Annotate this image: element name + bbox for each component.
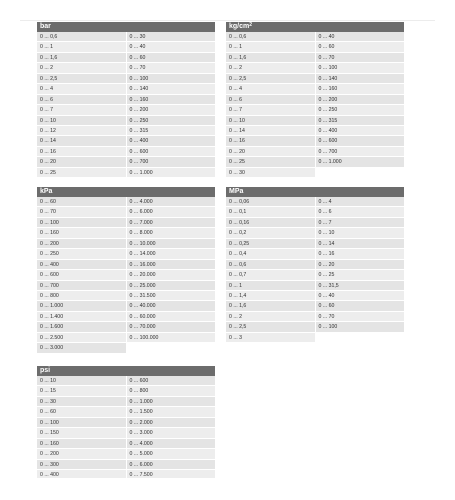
table-title: MPa <box>229 188 244 195</box>
table-cell: 0 ... 140 <box>315 74 405 84</box>
table-row <box>37 260 215 270</box>
table-cell: 0 ... 3.000 <box>126 428 216 438</box>
table-cell: 0 ... 40 <box>315 291 405 301</box>
table-cell: 0 ... 5.000 <box>126 449 216 459</box>
table-cell: 0 ... 10 <box>37 376 126 386</box>
table-cell: 0 ... 30 <box>37 397 126 407</box>
table-cell: 0 ... 25 <box>315 270 405 280</box>
table-cell: 0 ... 70.000 <box>126 322 216 332</box>
table-row <box>226 157 404 167</box>
table-header-psi <box>37 366 215 376</box>
table-cell: 0 ... 20 <box>315 260 405 270</box>
table-cell: 0 ... 14 <box>226 126 315 136</box>
table-cell: 0 ... 0,6 <box>226 260 315 270</box>
table-cell: 0 ... 250 <box>315 105 405 115</box>
table-cell: 0 ... 14 <box>37 136 126 146</box>
table-row <box>37 312 215 322</box>
table-cell: 0 ... 100 <box>315 63 405 73</box>
table-row <box>37 136 215 146</box>
table-row <box>226 218 404 228</box>
table-cell: 0 ... 1,4 <box>226 291 315 301</box>
table-cell: 0 ... 100 <box>37 218 126 228</box>
table-rows <box>37 197 215 354</box>
table-cell: 0 ... 6.000 <box>126 207 216 217</box>
table-cell: 0 ... 70 <box>315 53 405 63</box>
table-title: bar <box>40 23 51 30</box>
table-row <box>226 116 404 126</box>
table-cell: 0 ... 60 <box>37 197 126 207</box>
table-row <box>37 197 215 207</box>
table-cell: 0 ... 4 <box>226 84 315 94</box>
table-cell: 0 ... 4.000 <box>126 439 216 449</box>
table-cell: 0 ... 700 <box>126 157 216 167</box>
table-cell: 0 ... 10 <box>37 116 126 126</box>
table-cell: 0 ... 100 <box>126 74 216 84</box>
table-row <box>37 63 215 73</box>
table-rows <box>226 197 404 343</box>
table-row <box>37 470 215 478</box>
table-row <box>37 301 215 311</box>
table-row <box>37 249 215 259</box>
table-cell: 0 ... 100.000 <box>126 333 216 343</box>
table-cell: 0 ... 16 <box>315 249 405 259</box>
table-cell: 0 ... 7.000 <box>126 218 216 228</box>
range-table-kpa <box>37 187 215 354</box>
table-cell: 0 ... 30 <box>226 168 315 178</box>
table-cell: 0 ... 14.000 <box>126 249 216 259</box>
table-cell: 0 ... 70 <box>126 63 216 73</box>
table-cell: 0 ... 2 <box>37 63 126 73</box>
table-cell: 0 ... 400 <box>126 136 216 146</box>
table-cell: 0 ... 60 <box>37 407 126 417</box>
table-cell: 0 ... 1.500 <box>126 407 216 417</box>
table-rows <box>37 32 215 178</box>
table-title-superscript: 2 <box>249 22 253 28</box>
table-cell: 0 ... 40 <box>315 32 405 42</box>
table-row <box>37 42 215 52</box>
table-cell: 0 ... 250 <box>37 249 126 259</box>
table-cell: 0 ... 0,16 <box>226 218 315 228</box>
table-cell: 0 ... 600 <box>126 147 216 157</box>
table-rows <box>37 376 215 478</box>
table-cell: 0 ... 0,25 <box>226 239 315 249</box>
table-row <box>226 301 404 311</box>
table-cell: 0 ... 1.000 <box>315 157 405 167</box>
table-cell: 0 ... 140 <box>126 84 216 94</box>
table-cell: 0 ... 800 <box>126 386 216 396</box>
table-row <box>37 449 215 459</box>
table-cell: 0 ... 60 <box>126 53 216 63</box>
table-cell: 0 ... 200 <box>37 239 126 249</box>
table-cell: 0 ... 20 <box>226 147 315 157</box>
table-cell: 0 ... 16.000 <box>126 260 216 270</box>
table-title: kg/cm <box>229 23 250 30</box>
table-cell <box>315 168 405 178</box>
table-cell: 0 ... 200 <box>126 105 216 115</box>
table-cell: 0 ... 600 <box>315 136 405 146</box>
table-row <box>37 428 215 438</box>
table-row <box>37 418 215 428</box>
table-cell: 0 ... 0,6 <box>37 32 126 42</box>
table-row <box>226 95 404 105</box>
table-cell: 0 ... 160 <box>37 439 126 449</box>
table-cell: 0 ... 800 <box>37 291 126 301</box>
table-cell: 0 ... 14 <box>315 239 405 249</box>
table-cell: 0 ... 6.000 <box>126 460 216 470</box>
table-row <box>37 126 215 136</box>
table-cell: 0 ... 2 <box>226 63 315 73</box>
table-row <box>226 260 404 270</box>
table-cell: 0 ... 40.000 <box>126 301 216 311</box>
table-cell: 0 ... 25 <box>226 157 315 167</box>
table-cell: 0 ... 2,5 <box>226 74 315 84</box>
table-cell: 0 ... 1 <box>226 42 315 52</box>
table-cell: 0 ... 1,6 <box>226 53 315 63</box>
table-cell: 0 ... 7 <box>226 105 315 115</box>
table-header-kpa <box>37 187 215 197</box>
table-row <box>226 281 404 291</box>
table-cell <box>315 333 405 343</box>
table-row <box>226 147 404 157</box>
table-cell: 0 ... 600 <box>126 376 216 386</box>
table-row <box>37 105 215 115</box>
table-row <box>37 397 215 407</box>
table-row <box>37 376 215 386</box>
table-row <box>37 460 215 470</box>
table-cell: 0 ... 31.500 <box>126 291 216 301</box>
table-row <box>226 32 404 42</box>
table-cell: 0 ... 6 <box>226 95 315 105</box>
table-cell: 0 ... 2,5 <box>37 74 126 84</box>
table-row <box>37 168 215 178</box>
table-row <box>226 53 404 63</box>
table-row <box>37 343 215 353</box>
table-row <box>226 239 404 249</box>
table-title: kPa <box>40 188 53 195</box>
table-row <box>226 126 404 136</box>
table-cell: 0 ... 100 <box>315 322 405 332</box>
table-cell: 0 ... 200 <box>37 449 126 459</box>
table-cell: 0 ... 160 <box>315 84 405 94</box>
table-row <box>37 95 215 105</box>
table-row <box>37 228 215 238</box>
table-row <box>37 270 215 280</box>
table-row <box>37 53 215 63</box>
table-cell: 0 ... 60 <box>315 301 405 311</box>
table-cell: 0 ... 2,5 <box>226 322 315 332</box>
table-cell: 0 ... 0,4 <box>226 249 315 259</box>
table-row <box>37 322 215 332</box>
range-table-kgcm2 <box>226 22 404 178</box>
table-rows <box>226 32 404 178</box>
table-cell: 0 ... 100 <box>37 418 126 428</box>
table-cell: 0 ... 31,5 <box>315 281 405 291</box>
table-row <box>37 32 215 42</box>
table-cell: 0 ... 315 <box>315 116 405 126</box>
table-cell: 0 ... 1.000 <box>126 168 216 178</box>
range-table-psi <box>37 366 215 478</box>
table-cell: 0 ... 10 <box>315 228 405 238</box>
table-cell: 0 ... 4.000 <box>126 197 216 207</box>
table-cell: 0 ... 200 <box>315 95 405 105</box>
table-cell: 0 ... 7.500 <box>126 470 216 478</box>
table-cell: 0 ... 15 <box>37 386 126 396</box>
table-row <box>226 249 404 259</box>
table-row <box>37 281 215 291</box>
table-cell: 0 ... 7 <box>37 105 126 115</box>
table-cell: 0 ... 0,1 <box>226 207 315 217</box>
table-cell: 0 ... 8.000 <box>126 228 216 238</box>
table-header-mpa <box>226 187 404 197</box>
table-cell: 0 ... 1,6 <box>226 301 315 311</box>
table-cell: 0 ... 0,7 <box>226 270 315 280</box>
table-cell: 0 ... 0,06 <box>226 197 315 207</box>
table-row <box>37 439 215 449</box>
table-cell: 0 ... 1.000 <box>37 301 126 311</box>
table-cell: 0 ... 1 <box>226 281 315 291</box>
table-cell: 0 ... 4 <box>315 197 405 207</box>
table-cell: 0 ... 1.400 <box>37 312 126 322</box>
table-cell: 0 ... 20 <box>37 157 126 167</box>
table-cell: 0 ... 30 <box>126 32 216 42</box>
table-cell: 0 ... 60.000 <box>126 312 216 322</box>
table-cell: 0 ... 300 <box>37 460 126 470</box>
table-cell: 0 ... 2.000 <box>126 418 216 428</box>
table-cell: 0 ... 20.000 <box>126 270 216 280</box>
table-row <box>226 197 404 207</box>
table-row <box>226 74 404 84</box>
table-cell: 0 ... 1 <box>37 42 126 52</box>
table-row <box>37 147 215 157</box>
range-table-mpa <box>226 187 404 343</box>
table-cell: 0 ... 0,2 <box>226 228 315 238</box>
table-cell: 0 ... 160 <box>37 228 126 238</box>
table-row <box>37 407 215 417</box>
table-cell: 0 ... 2.500 <box>37 333 126 343</box>
table-cell: 0 ... 6 <box>37 95 126 105</box>
table-row <box>226 105 404 115</box>
table-cell: 0 ... 10.000 <box>126 239 216 249</box>
table-row <box>226 228 404 238</box>
table-row <box>226 136 404 146</box>
table-cell: 0 ... 150 <box>37 428 126 438</box>
table-cell: 0 ... 315 <box>126 126 216 136</box>
range-table-bar <box>37 22 215 178</box>
table-cell: 0 ... 400 <box>37 470 126 478</box>
table-cell: 0 ... 400 <box>37 260 126 270</box>
table-row <box>37 333 215 343</box>
table-row <box>226 207 404 217</box>
table-cell: 0 ... 700 <box>37 281 126 291</box>
table-cell: 0 ... 25.000 <box>126 281 216 291</box>
table-cell: 0 ... 25 <box>37 168 126 178</box>
table-cell: 0 ... 40 <box>126 42 216 52</box>
table-cell: 0 ... 7 <box>315 218 405 228</box>
table-row <box>37 386 215 396</box>
table-cell: 0 ... 600 <box>37 270 126 280</box>
table-cell: 0 ... 400 <box>315 126 405 136</box>
table-row <box>226 63 404 73</box>
table-cell: 0 ... 70 <box>315 312 405 322</box>
table-row <box>37 207 215 217</box>
table-cell: 0 ... 16 <box>226 136 315 146</box>
table-row <box>37 157 215 167</box>
table-cell: 0 ... 3.000 <box>37 343 126 353</box>
table-cell: 0 ... 0,6 <box>226 32 315 42</box>
table-cell: 0 ... 60 <box>315 42 405 52</box>
table-row <box>37 218 215 228</box>
table-cell: 0 ... 2 <box>226 312 315 322</box>
table-cell: 0 ... 4 <box>37 84 126 94</box>
table-cell: 0 ... 1.000 <box>126 397 216 407</box>
table-cell: 0 ... 70 <box>37 207 126 217</box>
table-cell: 0 ... 12 <box>37 126 126 136</box>
table-header-bar <box>37 22 215 32</box>
table-title: psi <box>40 367 51 374</box>
table-row <box>226 168 404 178</box>
table-row <box>226 333 404 343</box>
table-cell: 0 ... 10 <box>226 116 315 126</box>
table-row <box>37 84 215 94</box>
table-header-kgcm2 <box>226 22 404 32</box>
table-cell: 0 ... 250 <box>126 116 216 126</box>
table-row <box>226 270 404 280</box>
table-row <box>226 322 404 332</box>
table-row <box>226 291 404 301</box>
table-row <box>37 116 215 126</box>
table-cell <box>126 343 216 353</box>
table-row <box>37 291 215 301</box>
table-cell: 0 ... 16 <box>37 147 126 157</box>
table-row <box>226 312 404 322</box>
table-cell: 0 ... 1.600 <box>37 322 126 332</box>
table-row <box>226 42 404 52</box>
table-row <box>226 84 404 94</box>
table-cell: 0 ... 3 <box>226 333 315 343</box>
top-divider <box>20 20 435 21</box>
table-row <box>37 239 215 249</box>
table-cell: 0 ... 1,6 <box>37 53 126 63</box>
table-cell: 0 ... 6 <box>315 207 405 217</box>
table-cell: 0 ... 700 <box>315 147 405 157</box>
table-cell: 0 ... 160 <box>126 95 216 105</box>
table-row <box>37 74 215 84</box>
